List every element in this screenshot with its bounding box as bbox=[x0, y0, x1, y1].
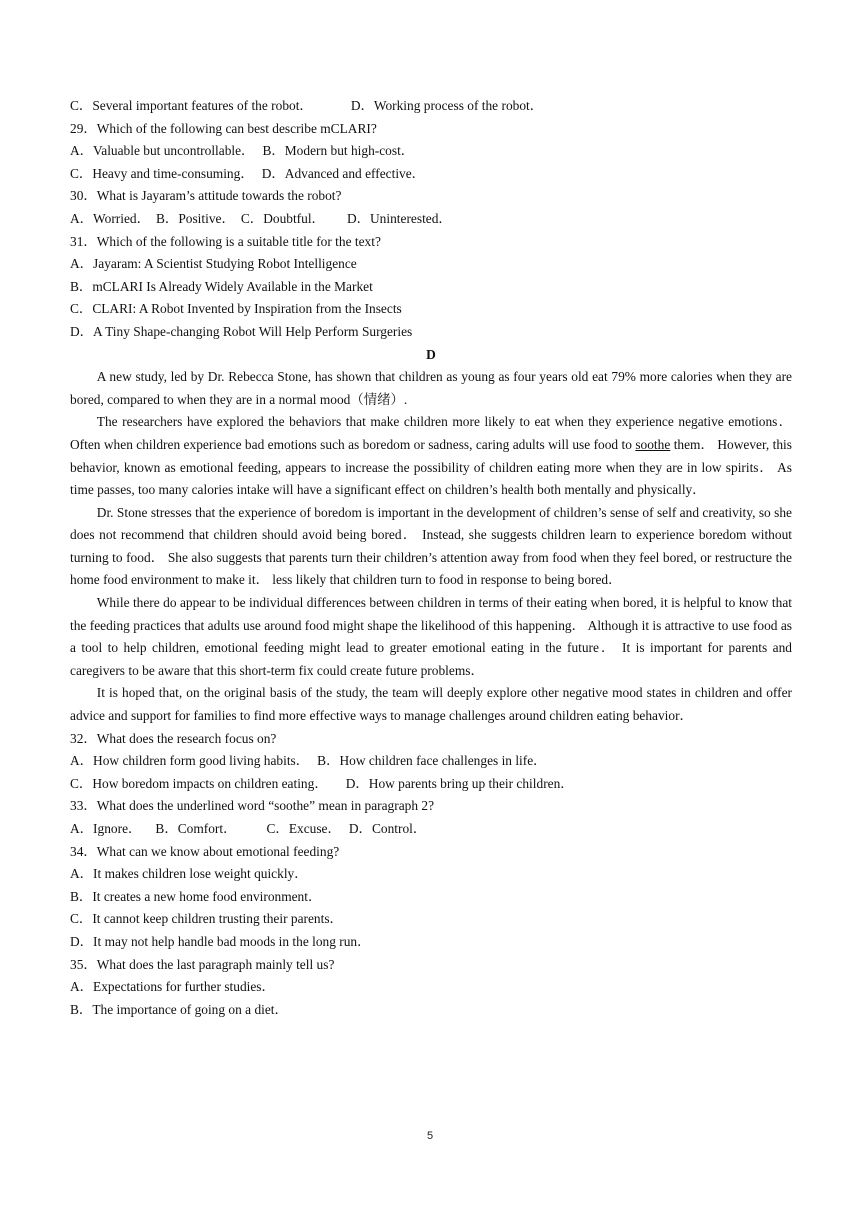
q30-option-c: C．Doubtful． bbox=[240, 210, 325, 226]
page-number: 5 bbox=[426, 1130, 434, 1142]
q29-stem: 29．Which of the following can best describe mCLARI? bbox=[70, 120, 377, 136]
q33-stem: 33．What does the underlined word “soothe” mean in paragraph 2? bbox=[70, 798, 435, 814]
q31-option-b: B．mCLARI Is Already Widely Available in the Market bbox=[70, 278, 373, 294]
q35-option-b: B．The importance of going on a diet． bbox=[70, 1001, 288, 1017]
paragraph-2-text-before: The researchers have explored the behaviors that make children more likely to eat when they experience negative emotions． Often when children experience bad emotions such as boredom or sadness, caring adults will use food to bbox=[70, 414, 792, 452]
q30-option-d: D．Uninterested． bbox=[346, 210, 452, 226]
q33-option-c: C．Excuse． bbox=[266, 821, 341, 836]
passage-paragraph-5: It is hoped that, on the original basis of the study, the team will deeply explore other negative mood states in children and offer advice and support for families to find more effective ways to manage challenges around children eating behavior． bbox=[70, 685, 792, 724]
q35-stem: 35．What does the last paragraph mainly tell us? bbox=[70, 956, 335, 972]
q33-option-b: B．Comfort． bbox=[155, 821, 237, 836]
paragraph-2-text-after: them． However, this behavior, known as emotional feeding, appears to increase the possibility of children eating more when they are in low spirits． As time passes, too many calories intake will have a significant effect on children’s health both mentally and physically． bbox=[70, 436, 792, 498]
q32-options-cd bbox=[70, 773, 792, 796]
q31-option-a: A．Jayaram: A Scientist Studying Robot Intelligence bbox=[70, 256, 357, 272]
q30-option-a: A．Worried． bbox=[70, 210, 150, 226]
q29-options-ab bbox=[70, 140, 792, 163]
q34-option-d: D．It may not help handle bad moods in the long run． bbox=[70, 933, 371, 949]
q34-option-a: A．It makes children lose weight quickly． bbox=[70, 866, 308, 882]
q35-option-a: A．Expectations for further studies． bbox=[70, 979, 275, 995]
q29-option-c: C．Heavy and time-consuming． bbox=[70, 165, 254, 181]
q29-option-b: B．Modern but high-cost． bbox=[262, 143, 415, 159]
q28-option-c: C．Several important features of the robot． bbox=[70, 98, 313, 113]
q28-options-line bbox=[70, 95, 792, 118]
passage-paragraph-2 bbox=[70, 411, 792, 501]
q34-stem: 34．What can we know about emotional feeding? bbox=[70, 843, 340, 859]
q32-option-c: C．How boredom impacts on children eating． bbox=[70, 775, 328, 791]
q32-option-a: A．How children form good living habits． bbox=[70, 753, 310, 769]
passage-paragraph-1: A new study, led by Dr. Rebecca Stone, has shown that children as young as four years old eat 79% more calories when they are bored, compared to when they are in a normal mood（情绪）. bbox=[70, 369, 792, 407]
q33-option-d: D．Control． bbox=[348, 821, 427, 836]
q33-option-a: A．Ignore． bbox=[70, 821, 142, 836]
section-heading-d: D bbox=[426, 346, 436, 362]
passage-paragraph-3: Dr. Stone stresses that the experience of boredom is important in the development of children’s sense of self and creativity, so she does not recommend that children should avoid being bored． Instead, she suggests children learn to experience boredom without turning to food． She also suggests that parents turn their children’s attention away from food when they feel bored, or restructure the home food environment to make it． less likely that children turn to food in response to being bored． bbox=[70, 504, 792, 588]
q32-stem: 32．What does the research focus on? bbox=[70, 730, 277, 746]
q30-options bbox=[70, 208, 792, 231]
q32-option-d: D．How parents bring up their children． bbox=[345, 775, 574, 791]
q32-option-b: B．How children face challenges in life． bbox=[317, 753, 547, 769]
q29-option-a: A．Valuable but uncontrollable． bbox=[70, 143, 255, 159]
passage-paragraph-4: While there do appear to be individual differences between children in terms of their eating when bored, it is helpful to know that the feeding practices that adults use around food might shape the likelihood of this happening． Although it is attractive to use food as a tool to help children, emotional feeding might lead to greater emotional eating in the future． It is important for parents and caregivers to be aware that this short-term fix could create future problems． bbox=[70, 595, 792, 678]
underlined-word-soothe: soothe bbox=[635, 436, 671, 452]
q34-option-b: B．It creates a new home food environment． bbox=[70, 888, 322, 904]
q32-options-ab bbox=[70, 750, 792, 773]
q31-option-c: C．CLARI: A Robot Invented by Inspiration from the Insects bbox=[70, 301, 402, 317]
q31-stem: 31．Which of the following is a suitable title for the text? bbox=[70, 233, 381, 249]
q28-option-d: D．Working process of the robot． bbox=[350, 98, 544, 113]
q34-option-c: C．It cannot keep children trusting their parents． bbox=[70, 911, 343, 927]
q30-stem: 30．What is Jayaram’s attitude towards the robot? bbox=[70, 188, 342, 204]
q29-option-d: D．Advanced and effective． bbox=[261, 165, 426, 181]
document-page bbox=[70, 95, 792, 1021]
q29-options-cd bbox=[70, 163, 792, 186]
q33-options bbox=[70, 818, 792, 841]
q31-option-d: D．A Tiny Shape-changing Robot Will Help Perform Surgeries bbox=[70, 323, 413, 339]
q30-option-b: B．Positive． bbox=[156, 210, 235, 226]
